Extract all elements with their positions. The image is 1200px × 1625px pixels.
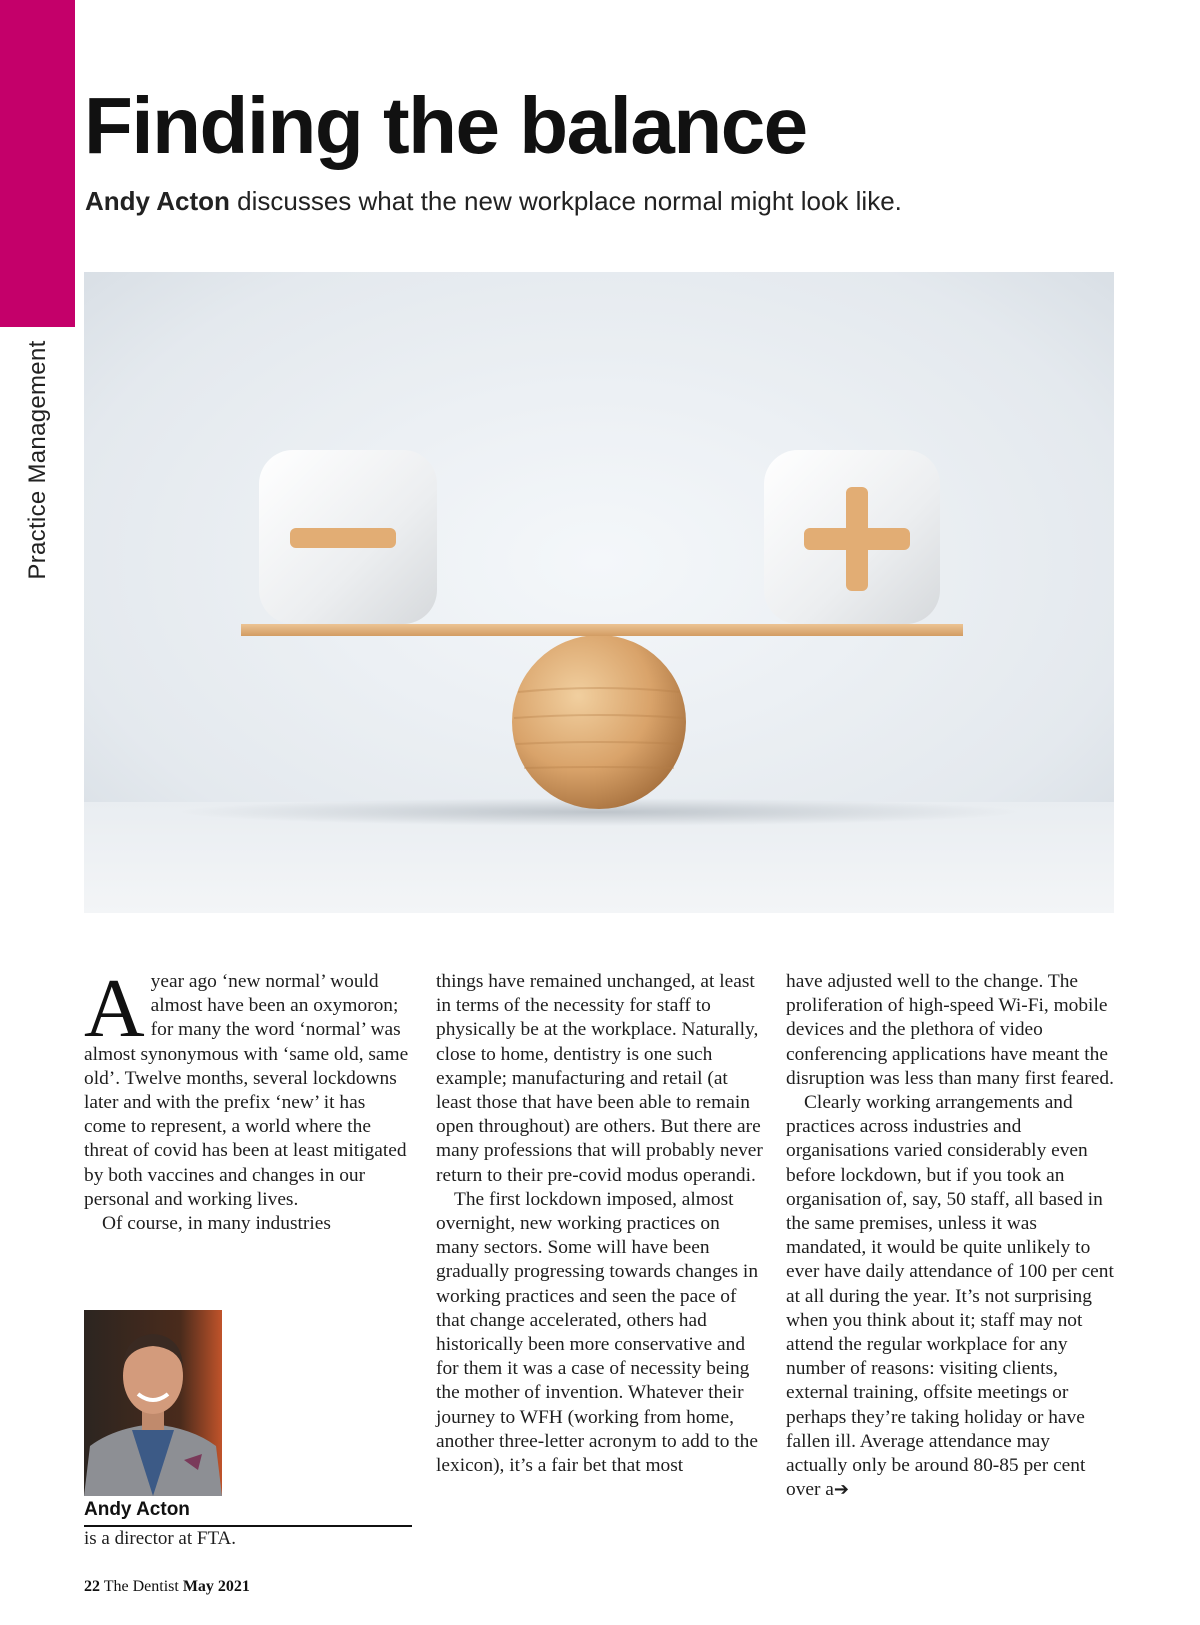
body-paragraph: things have remained unchanged, at least in terms of the necessity for staff to physically be at the workplace. Naturally, close to home, dentistry is one such example; manufacturing and retail (at least those that have been able to remain open throughout) are others. But there are many professions that will probably never return to their pre-covid modus operandi. (436, 971, 763, 1186)
page-footer (84, 1578, 250, 1596)
body-column-3 (786, 970, 1116, 1502)
body-paragraph: Clearly working arrangements and practices across industries and organisations varied considerably even before lockdown, but if you took an organisation of, say, 50 staff, all based in the same premises, unless it was mandated, it would be quite unlikely to ever have daily attendance of 100 per cent at all during the year. It’s not surprising when you think about it; staff may not attend the regular workplace for any number of reasons: visiting clients, external training, offsite meetings or perhaps they’re taking holiday or have fallen ill. Average attendance may actually only be around 80-85 per cent over a➔ (786, 1092, 1114, 1501)
issue-date: May 2021 (182, 1578, 250, 1595)
bio-divider (84, 1525, 412, 1527)
section-label: Practice Management (24, 340, 51, 580)
standfirst-text: discusses what the new workplace normal might look like. (229, 186, 902, 216)
body-paragraph: The first lockdown imposed, almost overnight, new working practices on many sectors. Some will have been gradually progressing towards changes in working practices and seen the pace of that change accelerated, others had historically been more conservative and for them it was a case of necessity being the mother of invention. Whatever their journey to WFH (working from home, another three-letter acronym to add to the lexicon), it’s a fair bet that most (436, 1188, 759, 1477)
balance-beam (241, 624, 963, 636)
fulcrum-ball (512, 635, 686, 809)
standfirst-author: Andy Acton (85, 186, 230, 216)
continue-arrow-icon: ➔ (833, 1479, 850, 1501)
bio-role: is a director at FTA. (84, 1528, 237, 1549)
body-paragraph: Of course, in many industries (102, 1213, 331, 1235)
body-column-1 (84, 962, 409, 1236)
balance-scale-illustration (84, 272, 1114, 913)
hero-image (84, 272, 1114, 913)
body-column-2 (436, 970, 766, 1478)
bio-name: Andy Acton (84, 1499, 190, 1520)
section-accent-bar (0, 0, 75, 327)
body-paragraph: have adjusted well to the change. The proliferation of high-speed Wi-Fi, mobile devices and the plethora of video conferencing applications have meant the disruption was less than many first feared. (786, 971, 1114, 1089)
standfirst (85, 186, 902, 217)
body-paragraph: Ayear ago ‘new normal’ would almost have been an oxymoron; for many the word ‘normal’ was almost synonymous with ‘same old, same old’. Twelve months, several lockdowns later and with the prefix ‘new’ it has come to represent, a world where the threat of covid has been at least mitigated by both vaccines and changes in our personal and working lives. (84, 962, 409, 1210)
minus-icon (290, 528, 396, 548)
article-title: Finding the balance (84, 81, 807, 170)
drop-cap: A (84, 962, 145, 1055)
author-portrait (84, 1310, 222, 1496)
publication-name: The Dentist (103, 1578, 179, 1595)
page-number: 22 (84, 1578, 100, 1595)
author-photo (84, 1310, 222, 1496)
